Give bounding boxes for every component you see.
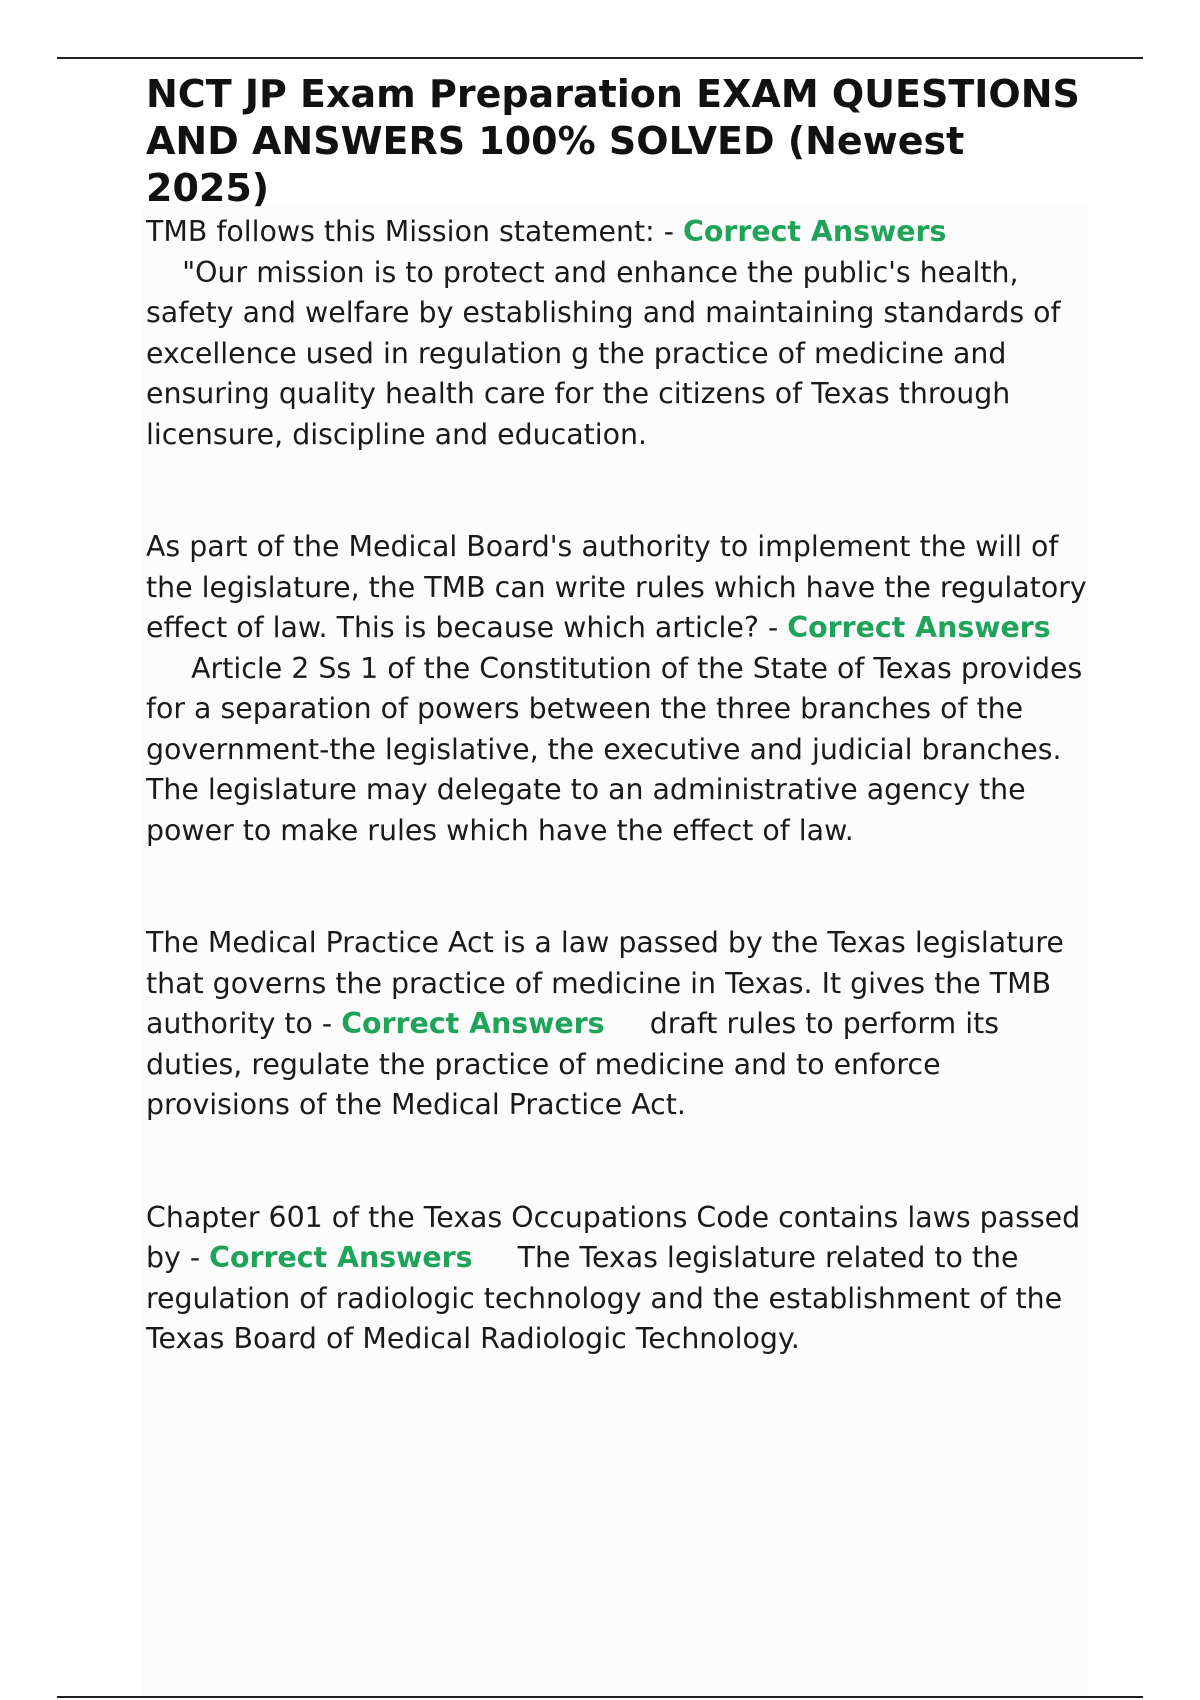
question-text: Chapter 601 of the Texas Occupations Code contains laws passed by - xyxy=(146,1200,1081,1274)
document-title: NCT JP Exam Preparation EXAM QUESTIONS AND ANSWERS 100% SOLVED (Newest 2025) xyxy=(146,72,1080,210)
qa-item-4 xyxy=(146,1198,1091,1360)
qa-item-2 xyxy=(146,527,1091,851)
answer-text: The Texas legislature related to the regulation of radiologic technology and the establishment of the Texas Board of Medical Radiologic Technology. xyxy=(146,1241,1063,1355)
qa-item-1 xyxy=(146,212,1091,455)
qa-item-3 xyxy=(146,923,1091,1126)
answer-text: draft rules to perform its duties, regulate the practice of medicine and to enforce provisions of the Medical Practice Act. xyxy=(146,1007,999,1121)
top-rule xyxy=(57,57,1143,59)
question-text: As part of the Medical Board's authority to implement the will of the legislature, the TMB can write rules which have the regulatory effect of law. This is because which article? - xyxy=(146,530,1087,644)
correct-answers-label: Correct Answers xyxy=(209,1241,473,1274)
question-text: The Medical Practice Act is a law passed by the Texas legislature that governs the practice of medicine in Texas. It gives the TMB authority to - xyxy=(146,926,1064,1040)
answer-text: "Our mission is to protect and enhance the public's health, safety and welfare by establishing and maintaining standards of excellence used in regulation g the practice of medicine and ensuring quality health care for the citizens of Texas through licensure, discipline and education. xyxy=(146,255,1061,451)
correct-answers-label: Correct Answers xyxy=(683,215,947,248)
bottom-rule xyxy=(57,1696,1143,1698)
question-text: TMB follows this Mission statement: - xyxy=(146,215,674,248)
correct-answers-label: Correct Answers xyxy=(787,611,1051,644)
document-body xyxy=(146,71,1091,1360)
correct-answers-label: Correct Answers xyxy=(341,1007,605,1040)
answer-text: Article 2 Ss 1 of the Constitution of the State of Texas provides for a separation of powers between the three branches of the government-the legislative, the executive and judicial branches. The legislature may delegate to an administrative agency the power to make rules which have the effect of law. xyxy=(146,651,1083,847)
